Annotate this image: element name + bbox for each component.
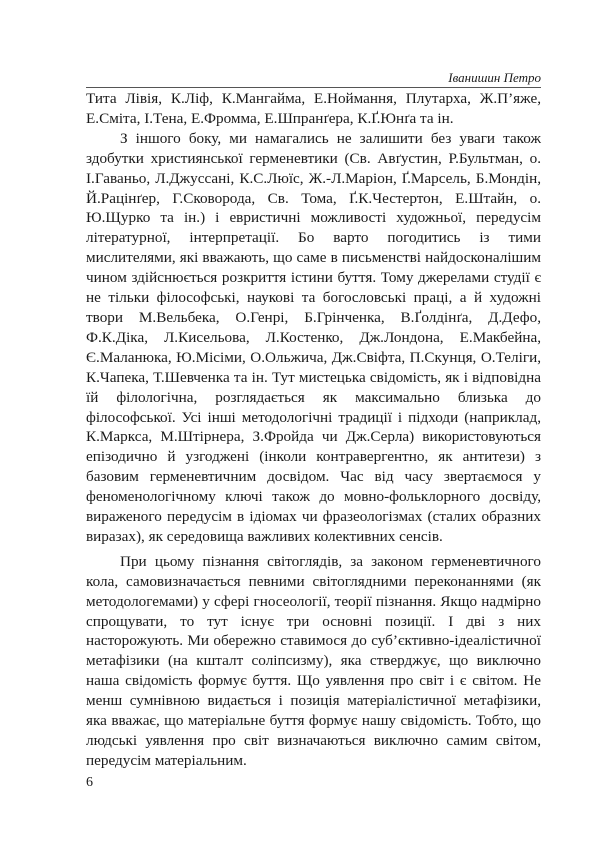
header-rule: [86, 87, 541, 88]
paragraph-continuation: Тита Лівія, К.Ліф, К.Мангайма, Е.Ноймання, Плутарха, Ж.П’яже, Е.Сміта, І.Тена, Е.Фромма, Е.Шпранґера, К.Ґ.Юнґа та ін.: [86, 90, 541, 127]
body-text: [86, 89, 541, 771]
paragraph-hermeneutics: З іншого боку, ми намагались не залишити без уваги також здобутки християнської герменевтики (Св. Авґустин, Р.Бультман, о. І.Гаваньо, Л.Джуссані, К.С.Люїс, Ж.-Л.Маріон, Ґ.Марсель, Б.Мондін, Й.Рацінґер, Г.Сковорода, Св. Тома, Ґ.К.Честертон, Е.Штайн, о. Ю.Щурко та ін.) і евристичні можливості художньої, передусім літературної, інтерпретації. Бо варто погодитись із тими мислителями, які вважають, що саме в письменстві найдосконалішим чином здійснюється розкриття істини буття. Тому джерелами студії є не тільки філософські, наукові та богословські праці, а й художні твори М.Вельбека, О.Генрі, Б.Грінченка, В.Ґолдінґа, Д.Дефо, Ф.К.Діка, Л.Кисельова, Л.Костенко, Дж.Лондона, Е.Макбейна, Є.Маланюка, Ю.Місіми, О.Ольжича, Дж.Свіфта, П.Скунця, О.Теліги, К.Чапека, Т.Шевченка та ін. Тут мистецька свідомість, як і відповідна їй філологічна, розглядається як максимально близька до філософської. Усі інші методологічні традиції і підходи (наприклад, К.Маркса, М.Штірнера, З.Фройда чи Дж.Серла) використовуються епізодично й узгоджені (інколи контравергентно, як антитези) з базовим герменевтичним досвідом. Час від часу звертаємося у феноменологічному ключі також до мовно-фольклорного досвіду, вираженого передусім в ідіомах чи фразеологізмах (сталих образних виразах), як середовища важливих колективних сенсів.: [86, 129, 541, 545]
paragraph-worldviews: При цьому пізнання світоглядів, за законом герменевтичного кола, самовизначається певними світоглядними переконаннями (як методологемами) у сфері гносеології, теорії пізнання. Якщо надмірно спрощувати, то тут існує три основні позиції. І дві з них насторожують. Ми обережно ставимося до суб’єктивно-ідеалістичної метафізики (на кшталт соліпсизму), яка стверджує, що виключно наша свідомість формує буття. Що уявлення про світ і є світом. Не менш сумнівною видається і позиція матеріалістичної метафізики, яка вважає, що матеріальне буття формує нашу свідомість. Тобто, що людські уявлення про світ визначаються виключно самим світом, передусім матеріальним.: [86, 552, 541, 769]
running-head-author: Іванишин Петро: [448, 70, 541, 85]
page-number: 6: [86, 775, 93, 790]
